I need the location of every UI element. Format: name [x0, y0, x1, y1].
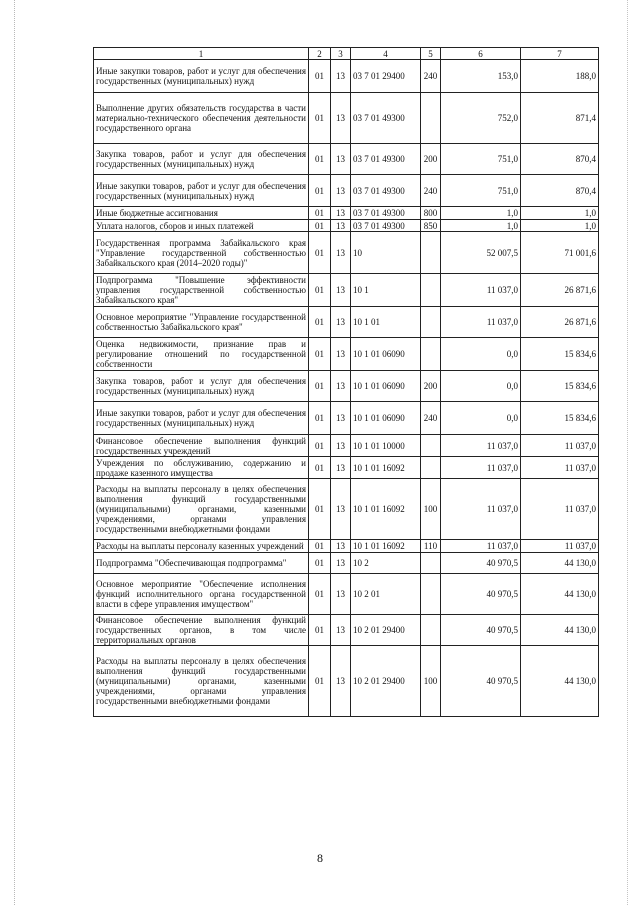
header-cell: 4: [351, 48, 421, 60]
amount-year-1: 40 970,5: [441, 574, 521, 615]
amount-year-1: 11 037,0: [441, 435, 521, 457]
target-article-code: 03 7 01 49300: [351, 220, 421, 232]
section-code: 01: [309, 232, 331, 274]
amount-year-1: 1,0: [441, 220, 521, 232]
section-code: 01: [309, 553, 331, 574]
section-code: 01: [309, 93, 331, 144]
table-row: [94, 553, 599, 574]
section-code: 01: [309, 207, 331, 220]
row-name: Иные закупки товаров, работ и услуг для обеспечения государственных (муниципальных) нужд: [94, 60, 309, 93]
amount-year-1: 751,0: [441, 144, 521, 175]
header-cell: 7: [521, 48, 599, 60]
expense-type-code: 100: [421, 646, 441, 717]
subsection-code: 13: [331, 574, 351, 615]
table-row: [94, 402, 599, 435]
subsection-code: 13: [331, 479, 351, 540]
section-code: 01: [309, 402, 331, 435]
row-name: Иные закупки товаров, работ и услуг для обеспечения государственных (муниципальных) нужд: [94, 402, 309, 435]
expense-type-code: [421, 232, 441, 274]
target-article-code: 03 7 01 49300: [351, 93, 421, 144]
amount-year-2: 11 037,0: [521, 479, 599, 540]
subsection-code: 13: [331, 371, 351, 402]
target-article-code: 10 1 01 06090: [351, 338, 421, 371]
row-name: Подпрограмма "Повышение эффективности управления государственной собственностью Забайкальского края": [94, 274, 309, 307]
row-name: Оценка недвижимости, признание прав и регулирование отношений по государственной собственности: [94, 338, 309, 371]
header-cell: 1: [94, 48, 309, 60]
row-name: Иные закупки товаров, работ и услуг для обеспечения государственных (муниципальных) нужд: [94, 175, 309, 207]
subsection-code: 13: [331, 207, 351, 220]
row-name: Подпрограмма "Обеспечивающая подпрограмма": [94, 553, 309, 574]
section-code: 01: [309, 175, 331, 207]
expense-type-code: [421, 307, 441, 338]
budget-table: [93, 47, 599, 717]
subsection-code: 13: [331, 646, 351, 717]
table-header-row: [94, 48, 599, 60]
table-row: [94, 207, 599, 220]
subsection-code: 13: [331, 402, 351, 435]
expense-type-code: [421, 435, 441, 457]
table-row: [94, 307, 599, 338]
target-article-code: 10 1 01 06090: [351, 371, 421, 402]
expense-type-code: 850: [421, 220, 441, 232]
amount-year-1: 11 037,0: [441, 540, 521, 553]
table-row: [94, 232, 599, 274]
expense-type-code: 800: [421, 207, 441, 220]
target-article-code: 10 1 01 16092: [351, 457, 421, 479]
amount-year-2: 1,0: [521, 207, 599, 220]
amount-year-1: 1,0: [441, 207, 521, 220]
amount-year-2: 26 871,6: [521, 307, 599, 338]
amount-year-1: 0,0: [441, 338, 521, 371]
amount-year-1: 752,0: [441, 93, 521, 144]
amount-year-1: 11 037,0: [441, 307, 521, 338]
scan-edge-left: [14, 0, 16, 905]
subsection-code: 13: [331, 274, 351, 307]
amount-year-2: 188,0: [521, 60, 599, 93]
header-cell: 6: [441, 48, 521, 60]
amount-year-2: 11 037,0: [521, 457, 599, 479]
amount-year-2: 15 834,6: [521, 371, 599, 402]
scan-edge-right: [627, 0, 629, 905]
amount-year-2: 15 834,6: [521, 402, 599, 435]
row-name: Основное мероприятие "Управление государственной собственностью Забайкальского края": [94, 307, 309, 338]
target-article-code: 10 1: [351, 274, 421, 307]
expense-type-code: 240: [421, 175, 441, 207]
subsection-code: 13: [331, 338, 351, 371]
row-name: Расходы на выплаты персоналу в целях обеспечения выполнения функций государственными (муниципальными) органами, казенными учреждениями, органами управления государственными внебюджетными фондами: [94, 479, 309, 540]
amount-year-2: 11 037,0: [521, 435, 599, 457]
amount-year-2: 44 130,0: [521, 553, 599, 574]
section-code: 01: [309, 220, 331, 232]
table-row: [94, 574, 599, 615]
target-article-code: 10 1 01 16092: [351, 540, 421, 553]
table-row: [94, 220, 599, 232]
subsection-code: 13: [331, 553, 351, 574]
amount-year-2: 1,0: [521, 220, 599, 232]
table-row: [94, 540, 599, 553]
row-name: Финансовое обеспечение выполнения функций государственных учреждений: [94, 435, 309, 457]
target-article-code: 10 2 01: [351, 574, 421, 615]
subsection-code: 13: [331, 144, 351, 175]
amount-year-1: 11 037,0: [441, 479, 521, 540]
row-name: Иные бюджетные ассигнования: [94, 207, 309, 220]
header-cell: 2: [309, 48, 331, 60]
expense-type-code: [421, 93, 441, 144]
expense-type-code: 200: [421, 371, 441, 402]
section-code: 01: [309, 60, 331, 93]
subsection-code: 13: [331, 615, 351, 646]
table-row: [94, 435, 599, 457]
expense-type-code: [421, 553, 441, 574]
row-name: Расходы на выплаты персоналу казенных учреждений: [94, 540, 309, 553]
section-code: 01: [309, 435, 331, 457]
section-code: 01: [309, 307, 331, 338]
table-body: [94, 48, 599, 717]
table-row: [94, 646, 599, 717]
row-name: Государственная программа Забайкальского края "Управление государственной собственностью Забайкальского края (2014–2020 годы)": [94, 232, 309, 274]
amount-year-2: 44 130,0: [521, 646, 599, 717]
section-code: 01: [309, 371, 331, 402]
target-article-code: 10 2 01 29400: [351, 615, 421, 646]
section-code: 01: [309, 646, 331, 717]
table-row: [94, 175, 599, 207]
table-row: [94, 457, 599, 479]
section-code: 01: [309, 479, 331, 540]
row-name: Уплата налогов, сборов и иных платежей: [94, 220, 309, 232]
amount-year-1: 40 970,5: [441, 553, 521, 574]
amount-year-1: 11 037,0: [441, 274, 521, 307]
target-article-code: 10 2: [351, 553, 421, 574]
subsection-code: 13: [331, 457, 351, 479]
row-name: Расходы на выплаты персоналу в целях обеспечения выполнения функций государственными (муниципальными) органами, казенными учреждениями, органами управления государственными внебюджетными фондами: [94, 646, 309, 717]
amount-year-1: 153,0: [441, 60, 521, 93]
target-article-code: 03 7 01 49300: [351, 175, 421, 207]
expense-type-code: [421, 615, 441, 646]
table-row: [94, 615, 599, 646]
amount-year-2: 71 001,6: [521, 232, 599, 274]
amount-year-2: 44 130,0: [521, 574, 599, 615]
subsection-code: 13: [331, 220, 351, 232]
amount-year-2: 26 871,6: [521, 274, 599, 307]
subsection-code: 13: [331, 435, 351, 457]
expense-type-code: 110: [421, 540, 441, 553]
section-code: 01: [309, 457, 331, 479]
table-row: [94, 371, 599, 402]
amount-year-2: 15 834,6: [521, 338, 599, 371]
table-row: [94, 93, 599, 144]
section-code: 01: [309, 144, 331, 175]
expense-type-code: [421, 274, 441, 307]
target-article-code: 03 7 01 29400: [351, 60, 421, 93]
amount-year-2: 11 037,0: [521, 540, 599, 553]
subsection-code: 13: [331, 307, 351, 338]
target-article-code: 03 7 01 49300: [351, 144, 421, 175]
subsection-code: 13: [331, 93, 351, 144]
page-number: 8: [317, 851, 323, 865]
target-article-code: 10 1 01 16092: [351, 479, 421, 540]
subsection-code: 13: [331, 232, 351, 274]
amount-year-2: 870,4: [521, 175, 599, 207]
target-article-code: 03 7 01 49300: [351, 207, 421, 220]
table-row: [94, 274, 599, 307]
row-name: Выполнение других обязательств государства в части материально-технического обеспечения деятельности государственного органа: [94, 93, 309, 144]
amount-year-1: 0,0: [441, 371, 521, 402]
table-row: [94, 338, 599, 371]
header-cell: 3: [331, 48, 351, 60]
row-name: Финансовое обеспечение выполнения функций государственных органов, в том числе территориальных органов: [94, 615, 309, 646]
amount-year-2: 44 130,0: [521, 615, 599, 646]
amount-year-1: 0,0: [441, 402, 521, 435]
table-row: [94, 144, 599, 175]
amount-year-2: 871,4: [521, 93, 599, 144]
amount-year-1: 52 007,5: [441, 232, 521, 274]
section-code: 01: [309, 274, 331, 307]
amount-year-1: 751,0: [441, 175, 521, 207]
amount-year-1: 40 970,5: [441, 646, 521, 717]
row-name: Закупка товаров, работ и услуг для обеспечения государственных (муниципальных) нужд: [94, 371, 309, 402]
section-code: 01: [309, 338, 331, 371]
expense-type-code: [421, 338, 441, 371]
subsection-code: 13: [331, 60, 351, 93]
row-name: Закупка товаров, работ и услуг для обеспечения государственных (муниципальных) нужд: [94, 144, 309, 175]
target-article-code: 10 1 01 10000: [351, 435, 421, 457]
expense-type-code: 240: [421, 402, 441, 435]
expense-type-code: 240: [421, 60, 441, 93]
subsection-code: 13: [331, 540, 351, 553]
expense-type-code: [421, 574, 441, 615]
section-code: 01: [309, 574, 331, 615]
row-name: Учреждения по обслуживанию, содержанию и продаже казенного имущества: [94, 457, 309, 479]
target-article-code: 10 2 01 29400: [351, 646, 421, 717]
section-code: 01: [309, 615, 331, 646]
header-cell: 5: [421, 48, 441, 60]
target-article-code: 10 1 01 06090: [351, 402, 421, 435]
table-row: [94, 60, 599, 93]
expense-type-code: 200: [421, 144, 441, 175]
amount-year-1: 11 037,0: [441, 457, 521, 479]
target-article-code: 10 1 01: [351, 307, 421, 338]
expense-type-code: 100: [421, 479, 441, 540]
table-row: [94, 479, 599, 540]
amount-year-1: 40 970,5: [441, 615, 521, 646]
row-name: Основное мероприятие "Обеспечение исполнения функций исполнительного органа государственной власти в сфере управления имуществом": [94, 574, 309, 615]
section-code: 01: [309, 540, 331, 553]
subsection-code: 13: [331, 175, 351, 207]
expense-type-code: [421, 457, 441, 479]
amount-year-2: 870,4: [521, 144, 599, 175]
target-article-code: 10: [351, 232, 421, 274]
